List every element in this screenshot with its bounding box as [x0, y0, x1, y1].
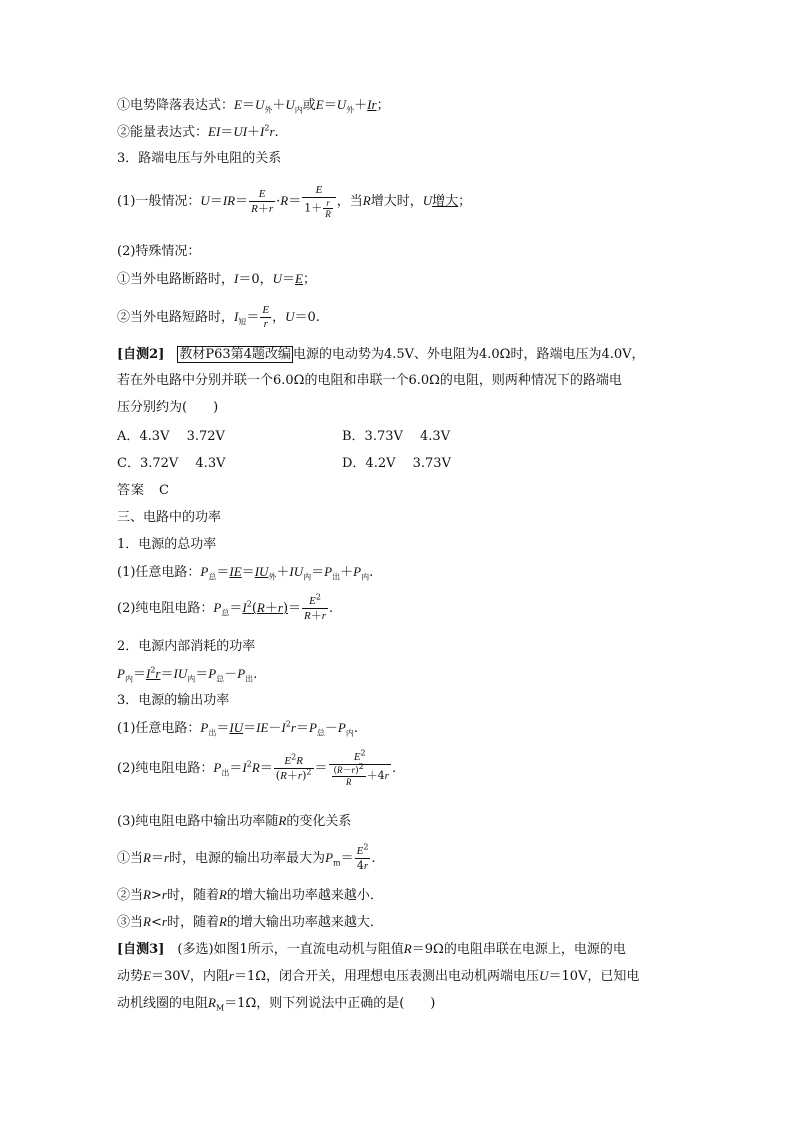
output-power-any-circuit: (1)任意电路：$P_出=IU=IE-I^2r=P_总-P_内$.: [117, 719, 358, 738]
source-box: 教材P63第4题改编: [179, 347, 291, 362]
output-vs-r-heading: (3)纯电阻电路中输出功率随R的变化关系: [117, 813, 352, 829]
label-text: ①当外电路断路时，: [117, 272, 235, 287]
internal-power-heading: 2．电源内部消耗的功率: [117, 639, 256, 654]
fraction: $\frac{E^2R}{(R+r)^2}$: [275, 752, 312, 782]
self-test-3-line1: [自测3] (多选)如图1所示，一直流电动机与阻值R＝9Ω的电阻串联在电源上，电源的电: [117, 941, 626, 957]
label-text: 的变化关系: [286, 814, 352, 829]
output-power-pure-resistor: (2)纯电阻电路：$P_出=I^2R=$ $\frac{E^2R}{(R+r)^2}$ ＝ $E^2$ $\frac{(R-r)^2}{R}$ ＋4r .: [117, 748, 397, 787]
self-test-2-line3: 压分别约为( ): [117, 400, 219, 415]
short-circuit-line: ②当外电路短路时，$I_短=$ $\frac{E}{r}$ ，U＝0.: [117, 304, 320, 330]
fraction: $\frac{E^2}{R+r}$: [304, 592, 327, 622]
answer-line: 答案 C: [117, 483, 170, 498]
special-case-heading: (2)特殊情况：: [117, 244, 201, 259]
option-b: B．3.73V 4.3V: [342, 429, 451, 444]
fraction: $\frac{E}{r}$: [262, 304, 270, 330]
question-text: ，内阻: [189, 969, 229, 984]
question-text: ，闭合开关，用理想电压表测出电动机两端电压: [266, 969, 540, 984]
label-text: ①当: [117, 851, 144, 866]
option-c: C．3.72V 4.3V: [117, 456, 226, 471]
max-power-line: ①当R＝r时，电源的输出功率最大为$P_m=$ $\frac{E^2}{4r}$ .: [117, 842, 376, 872]
fraction: $\frac{E}{R+r}$: [251, 187, 274, 215]
label-text: ，当: [336, 194, 363, 209]
fraction: $\frac{E^2}{4r}$: [356, 842, 369, 872]
label-text: (2)纯电阻电路：: [117, 601, 214, 616]
total-power-pure-resistor: (2)纯电阻电路：$P_总=I^2(R+r)=$ $\frac{E^2}{R+r}$ .: [117, 592, 334, 622]
fraction: E 1＋ $\frac{r}{R}$: [302, 184, 336, 219]
question-text: ，已知电: [587, 969, 640, 984]
self-test-2-line1: [117, 346, 645, 364]
option-d: D．4.2V 3.73V: [342, 456, 451, 471]
section-heading: 3．路端电压与外电阻的关系: [117, 151, 282, 166]
question-text: 电源的电动势为4.5V、外电阻为4.0Ω时，路端电压为4.0V，: [292, 347, 645, 362]
question-text: 动机线圈的电阻: [117, 996, 209, 1011]
label-text: (1)任意电路：: [117, 565, 201, 580]
label-text: 时，随着: [166, 888, 219, 903]
question-text: (多选)如图1所示，一直流电动机与阻值: [177, 942, 404, 957]
energy-expression: ②能量表达式：$EI=UI+I^2r$.: [117, 123, 279, 140]
label-text: 的增大输出功率越来越大．: [226, 915, 383, 930]
question-text: ，则下列说法中正确的是( ): [256, 996, 436, 1011]
label-text: 的增大输出功率越来越小．: [226, 888, 383, 903]
label-text: ②能量表达式：: [117, 125, 209, 140]
label-text: 增大时，: [370, 194, 423, 209]
case-r-greater: ②当R>r时，随着R的增大输出功率越来越小．: [117, 887, 383, 903]
label-text: (1)一般情况：: [117, 194, 201, 209]
label-text: ②当外电路短路时，: [117, 310, 235, 325]
label-text: ③当: [117, 915, 144, 930]
case-r-less: ③当R<r时，随着R的增大输出功率越来越大．: [117, 914, 383, 930]
label-text: 时，电源的输出功率最大为: [169, 851, 326, 866]
self-test-3-line2: 动势E＝30V，内阻r＝1Ω，闭合开关，用理想电压表测出电动机两端电压U＝10V，已知电: [117, 968, 640, 984]
self-test-tag: [自测2]: [117, 347, 165, 362]
label-text: (3)纯电阻电路中输出功率随: [117, 814, 279, 829]
label-text: ②当: [117, 888, 144, 903]
total-power-heading: 1．电源的总功率: [117, 537, 217, 552]
self-test-tag: [自测3]: [117, 942, 165, 957]
general-case-formula: (1)一般情况：U＝IR＝ $\frac{E}{R+r}$ ·R＝ E 1＋ $\frac{r}{R}$ ，当R增大时，U增大；: [117, 184, 472, 219]
total-power-any-circuit: (1)任意电路：$P_总=IE=IU_外+IU_内=P_出+P_内$.: [117, 564, 374, 582]
label-text: (2)纯电阻电路：: [117, 761, 214, 776]
question-text: 的电阻串联在电源上，电源的电: [443, 942, 626, 957]
output-power-heading: 3．电源的输出功率: [117, 693, 230, 708]
self-test-2-line2: 若在外电路中分别并联一个6.0Ω的电阻和串联一个6.0Ω的电阻，则两种情况下的路端电: [117, 373, 622, 388]
option-a: A．4.3V 3.72V: [117, 429, 225, 444]
emf-drop-expression: ①电势降落表达式：$E=U_外+U_内$或$E=U_外+Ir$；: [117, 97, 390, 115]
open-circuit-line: ①当外电路断路时，I＝0，U＝E；: [117, 271, 317, 287]
self-test-3-line3: 动机线圈的电阻$R_M=1\Omega$，则下列说法中正确的是( ): [117, 995, 436, 1013]
label-text: (1)任意电路：: [117, 721, 201, 736]
label-text: ①电势降落表达式：: [117, 98, 235, 113]
label-text: 时，随着: [166, 915, 219, 930]
internal-power-formula: $P_内=I^2r=IU_内=P_总-P_出$.: [117, 665, 258, 684]
section-three-heading: 三、电路中的功率: [117, 510, 222, 525]
question-text: 动势: [117, 969, 144, 984]
fraction: $E^2$ $\frac{(R-r)^2}{R}$ ＋4r: [329, 750, 391, 787]
